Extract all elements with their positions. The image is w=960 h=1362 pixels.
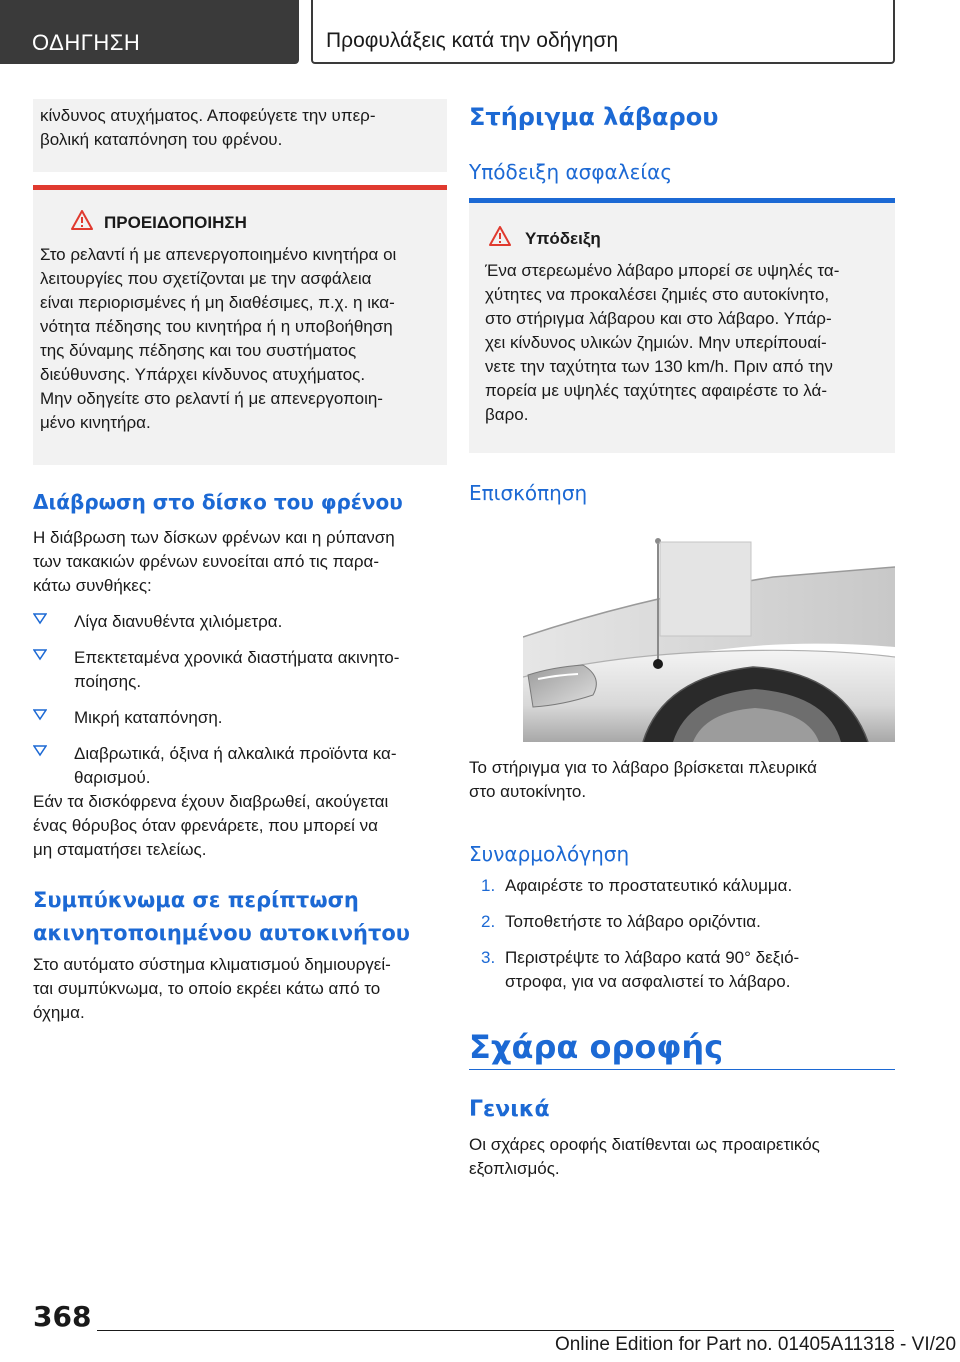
- heading-line: Συμπύκνωμα σε περίπτωση: [33, 888, 359, 912]
- text-line: εξοπλισμός.: [469, 1159, 560, 1178]
- list-item: [469, 874, 895, 898]
- heading-line: ακινητοποιημένου αυτοκινήτου: [33, 921, 410, 945]
- text-line: χει κίνδυνος υλικών ζημιών. Μην υπερίπουαί-: [485, 333, 827, 352]
- text-line: βαρο.: [485, 405, 529, 424]
- text-line: είναι περιορισμένες ή μη διαθέσιμες, π.χ. η ικα-: [40, 293, 395, 312]
- text-line: της δύναμης πέδησης και του συστήματος: [40, 341, 357, 360]
- list-item: [469, 946, 895, 994]
- heading-rule: [469, 1069, 895, 1070]
- corrosion-intro: [33, 526, 447, 598]
- step-number: 3.: [481, 948, 496, 967]
- warning-title: ΠΡΟΕΙΔΟΠΟΙΗΣΗ: [104, 213, 247, 232]
- assembly-heading: Συναρμολόγηση: [469, 842, 630, 866]
- text-line: μη σταματήσει τελείως.: [33, 840, 207, 859]
- text-line: πορεία με υψηλές ταχύτητες αφαιρέστε το λά-: [485, 381, 827, 400]
- note-title: Υπόδειξη: [525, 229, 601, 248]
- general-text: [469, 1133, 895, 1181]
- text-line: Ένα στερεωμένο λάβαρο μπορεί σε υψηλές τα-: [485, 261, 840, 280]
- text-line: ποίησης.: [74, 672, 142, 691]
- text-line: στο στήριγμα λάβαρου και στο λάβαρο. Υπάρ-: [485, 309, 832, 328]
- text-line: Στο αυτόματο σύστημα κλιματισμού δημιουργεί-: [33, 955, 391, 974]
- flag-holder-illustration: [523, 527, 895, 742]
- step-number: 1.: [481, 876, 496, 895]
- triangle-bullet-icon: [33, 707, 47, 721]
- warning-triangle-icon: [71, 210, 93, 230]
- text-line: Περιστρέψτε το λάβαρο κατά 90° δεξιό-: [505, 948, 800, 967]
- corrosion-bullet-list: [33, 610, 447, 790]
- text-line: θαρισμού.: [74, 768, 151, 787]
- warning-text: [40, 243, 444, 435]
- text-line: λειτουργίες που σχετίζονται με την ασφάλεια: [40, 269, 372, 288]
- text-line: Διαβρωτικά, όξινα ή αλκαλικά προϊόντα κα-: [74, 744, 397, 763]
- text-line: Λίγα διανυθέντα χιλιόμετρα.: [74, 612, 283, 631]
- roof-rack-heading: Σχάρα οροφής: [469, 1028, 724, 1066]
- footer-edition: Online Edition for Part no. 01405A11318 - VI/20: [555, 1334, 957, 1355]
- text-line: μένο κινητήρα.: [40, 413, 151, 432]
- text-line: Μικρή καταπόνηση.: [74, 708, 223, 727]
- text-line: ται συμπύκνωμα, το οποίο εκρέει κάτω από το: [33, 979, 381, 998]
- corrosion-outro: [33, 790, 447, 862]
- header-section-tab: [0, 0, 299, 64]
- list-item: [33, 646, 447, 694]
- footer-rule: [97, 1330, 894, 1331]
- text-line: Στο ρελαντί ή με απενεργοποιημένο κινητήρα οι: [40, 245, 397, 264]
- list-item: [33, 610, 447, 634]
- note-text: [485, 259, 890, 427]
- header-chapter-tab: [311, 0, 895, 64]
- header-chapter-label: Προφυλάξεις κατά την οδήγηση: [326, 29, 619, 52]
- header-section-label: ΟΔΗΓΗΣΗ: [32, 30, 141, 55]
- caution-triangle-icon: [489, 226, 511, 246]
- condensation-text: [33, 953, 447, 1025]
- flag-holder-heading: Στήριγμα λάβαρου: [469, 103, 719, 131]
- page-number: 368: [33, 1300, 92, 1333]
- text-line: των τακακιών φρένων ευνοείται από τις παρα-: [33, 552, 380, 571]
- continued-note-text: [40, 104, 440, 152]
- text-line: Η διάβρωση των δίσκων φρένων και η ρύπανση: [33, 528, 395, 547]
- text-line: κάτω συνθήκες:: [33, 576, 152, 595]
- text-line: στο αυτοκίνητο.: [469, 782, 587, 801]
- condensation-heading: [33, 884, 447, 950]
- general-heading: Γενικά: [469, 1097, 550, 1122]
- triangle-bullet-icon: [33, 611, 47, 625]
- text-line: Τοποθετήστε το λάβαρο οριζόντια.: [505, 912, 761, 931]
- text-line: στροφα, για να ασφαλιστεί το λάβαρο.: [505, 972, 791, 991]
- illustration-caption: [469, 756, 895, 804]
- corrosion-heading: Διάβρωση στο δίσκο του φρένου: [33, 490, 403, 514]
- text-line: βολική καταπόνηση του φρένου.: [40, 130, 283, 149]
- triangle-bullet-icon: [33, 743, 47, 757]
- safety-heading: Υπόδειξη ασφαλείας: [469, 160, 673, 184]
- text-line: Αφαιρέστε το προστατευτικό κάλυμμα.: [505, 876, 793, 895]
- step-number: 2.: [481, 912, 496, 931]
- text-line: κίνδυνος ατυχήματος. Αποφεύγετε την υπερ-: [40, 106, 376, 125]
- list-item: [33, 742, 447, 790]
- overview-heading: Επισκόπηση: [469, 481, 588, 505]
- text-line: νετε την ταχύτητα των 130 km/h. Πριν από την: [485, 357, 833, 376]
- assembly-steps: [469, 874, 895, 994]
- text-line: νότητα πέδησης του κινητήρα ή η υποβοήθηση: [40, 317, 393, 336]
- text-line: Εάν τα δισκόφρενα έχουν διαβρωθεί, ακούγεται: [33, 792, 389, 811]
- text-line: Επεκτεταμένα χρονικά διαστήματα ακινητο-: [74, 648, 400, 667]
- triangle-bullet-icon: [33, 647, 47, 661]
- text-line: ένας θόρυβος όταν φρενάρετε, που μπορεί να: [33, 816, 378, 835]
- text-line: Οι σχάρες οροφής διατίθενται ως προαιρετικός: [469, 1135, 820, 1154]
- list-item: [469, 910, 895, 934]
- text-line: όχημα.: [33, 1003, 85, 1022]
- text-line: χύτητες να προκαλέσει ζημιές στο αυτοκίνητο,: [485, 285, 830, 304]
- list-item: [33, 706, 447, 730]
- text-line: Μην οδηγείτε στο ρελαντί ή με απενεργοποιη-: [40, 389, 383, 408]
- text-line: διεύθυνσης. Υπάρχει κίνδυνος ατυχήματος.: [40, 365, 366, 384]
- text-line: Το στήριγμα για το λάβαρο βρίσκεται πλευρικά: [469, 758, 817, 777]
